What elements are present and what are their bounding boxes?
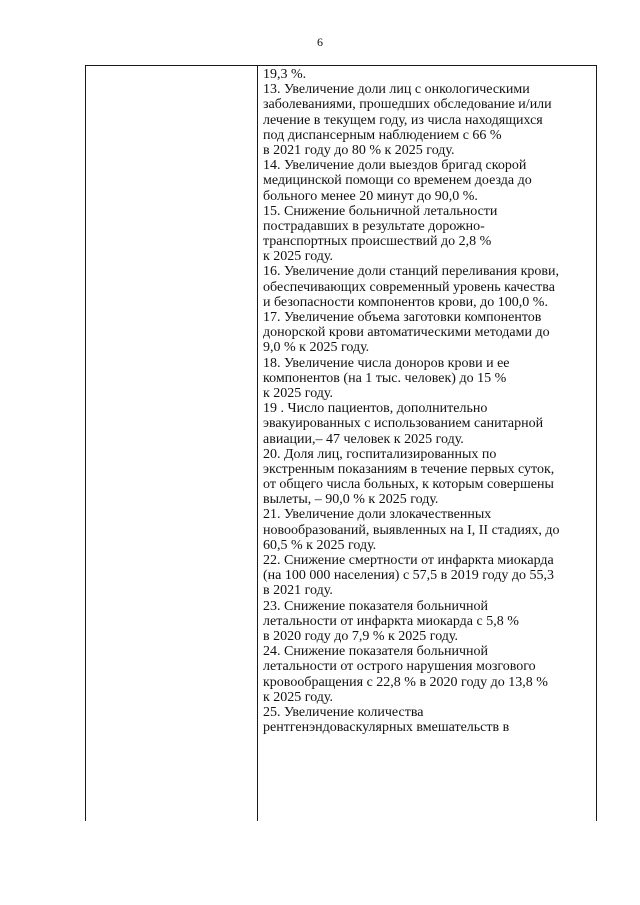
text-line: 25. Увеличение количества [263,704,424,720]
text-line: 15. Снижение больничной летальности [263,203,498,219]
text-line: 19,3 %. [263,67,307,82]
text-line: 20. Доля лиц, госпитализированных по [263,446,497,462]
table-right-cell [258,66,596,821]
text-line: компонентов (на 1 тыс. человек) до 15 % [263,370,507,386]
text-line: медицинской помощи со временем доезда до [263,173,532,189]
text-line: обеспечивающих современный уровень качества [263,279,555,295]
text-line: от общего числа больных, к которым совершены [263,477,554,493]
text-line: авиации,– 47 человек к 2025 году. [263,431,464,447]
text-line: новообразований, выявленных на I, II стадиях, до [263,522,560,538]
text-line: 13. Увеличение доли лиц с онкологическими [263,82,530,98]
text-line: 19 . Число пациентов, дополнительно [263,401,488,417]
text-line: 24. Снижение показателя больничной [263,644,488,660]
text-line: 21. Увеличение доли злокачественных [263,507,492,523]
text-line: лечение в текущем году, из числа находящихся [263,112,543,128]
table-left-cell [86,66,258,821]
text-line: пострадавших в результате дорожно- [263,218,485,234]
text-line: к 2025 году. [263,385,334,401]
text-line: к 2025 году. [263,249,334,265]
text-line: и безопасности компонентов крови, до 100,0 %. [263,294,548,310]
text-line: (на 100 000 населения) с 57,5 в 2019 году до 55,3 [263,568,555,584]
text-line: вылеты, – 90,0 % к 2025 году. [263,492,439,508]
text-line: донорской крови автоматическими методами до [263,325,550,341]
text-line: 18. Увеличение числа доноров крови и ее [263,355,510,371]
text-line: рентгенэндоваскулярных вмешательств в [263,720,510,736]
text-line: летальности от острого нарушения мозгового [263,659,536,675]
text-line: 16. Увеличение доли станций переливания крови, [263,264,559,280]
text-line: под диспансерным наблюдением с 66 % [263,127,502,143]
text-line: эвакуированных с использованием санитарной [263,416,544,432]
text-line: заболеваниями, прошедших обследование и/или [263,97,552,113]
text-line: в 2021 году. [263,583,333,599]
text-line: в 2020 году до 7,9 % к 2025 году. [263,628,459,644]
text-line: экстренным показаниям в течение первых суток, [263,461,555,477]
text-line: 23. Снижение показателя больничной [263,598,488,614]
text-line: летальности от инфаркта миокарда с 5,8 % [263,613,519,629]
text-line: транспортных происшествий до 2,8 % [263,234,492,250]
text-line: к 2025 году. [263,689,334,705]
document-table [85,65,597,821]
page-number: 6 [317,35,323,49]
text-line: 17. Увеличение объема заготовки компонентов [263,310,542,325]
text-line: кровообращения с 22,8 % в 2020 году до 13,8 % [263,674,548,690]
text-line: больного менее 20 минут до 90,0 %. [263,188,478,204]
text-line: 22. Снижение смертности от инфаркта миокарда [263,553,554,568]
text-line: в 2021 году до 80 % к 2025 году. [263,142,455,158]
text-line: 60,5 % к 2025 году. [263,537,377,553]
text-line: 14. Увеличение доли выездов бригад скорой [263,158,527,174]
text-line: 9,0 % к 2025 году. [263,340,370,356]
